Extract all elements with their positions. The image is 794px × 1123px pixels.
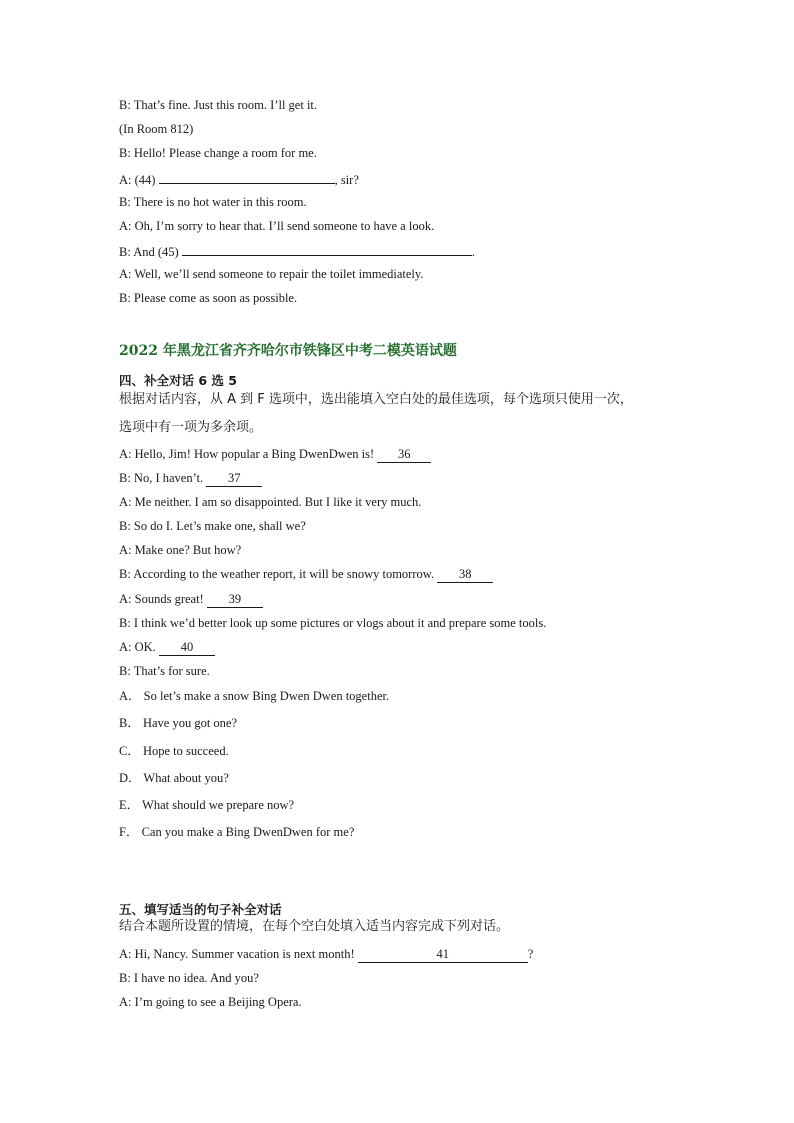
answer-blank-38[interactable] [437,566,493,583]
dialogue-line: A: Well, we’ll send someone to repair the toilet immediately. [119,267,424,281]
dialogue-line: (In Room 812) [119,122,194,136]
dialogue-line [119,591,263,608]
dialogue-text: A: Hi, Nancy. Summer vacation is next month! [119,947,355,961]
answer-blank-37[interactable] [206,470,262,487]
dialogue-line: B: Hello! Please change a room for me. [119,146,317,160]
option-a[interactable]: A． So let’s make a snow Bing Dwen Dwen together. [119,689,390,703]
dialogue-line: B: Please come as soon as possible. [119,291,298,305]
dialogue-text: . [471,245,475,259]
blank-number: 39 [228,592,242,606]
answer-blank-44[interactable] [159,170,335,184]
answer-blank-41[interactable] [358,946,528,963]
section-subheading: 五、填写适当的句子补全对话 [119,902,282,917]
blank-number: 40 [180,640,194,654]
dialogue-text: B: According to the weather report, it will be snowy tomorrow. [119,567,435,581]
option-b[interactable]: B． Have you got one? [119,716,238,730]
exam-title: 2022 年黑龙江省齐齐哈尔市铁锋区中考二模英语试题 [119,343,457,359]
answer-blank-40[interactable] [159,639,215,656]
dialogue-line [119,446,431,463]
dialogue-line [119,946,533,963]
blank-number: 36 [398,447,411,461]
dialogue-text: A: Sounds great! [119,592,204,606]
answer-blank-45[interactable] [182,242,472,256]
section-subheading: 四、补全对话 6 选 5 [119,373,237,388]
option-c[interactable]: C． Hope to succeed. [119,744,229,758]
instruction-text: 选项中有一项为多余项。 [119,420,263,435]
blank-number: 37 [228,471,241,485]
dialogue-text: B: And (45) [119,245,179,259]
dialogue-text: , sir? [334,173,359,187]
dialogue-line-44 [119,170,359,188]
dialogue-text: A: (44) [119,173,156,187]
dialogue-line [119,639,215,656]
blank-number: 38 [458,567,472,581]
dialogue-line-45 [119,242,475,260]
dialogue-text: A: Hello, Jim! How popular a Bing DwenDwen is! [119,447,375,461]
dialogue-line: B: There is no hot water in this room. [119,195,307,209]
dialogue-line: B: So do I. Let’s make one, shall we? [119,519,306,533]
option-e[interactable]: E． What should we prepare now? [119,798,295,812]
dialogue-line: A: Oh, I’m sorry to hear that. I’ll send someone to have a look. [119,219,435,233]
instruction-text: 根据对话内容，从 A 到 F 选项中，选出能填入空白处的最佳选项，每个选项只使用一次， [119,392,633,407]
option-d[interactable]: D． What about you? [119,771,229,785]
dialogue-line: B: I think we’d better look up some pictures or vlogs about it and prepare some tools. [119,616,547,630]
dialogue-text: A: OK. [119,640,156,654]
answer-blank-39[interactable] [207,591,263,608]
dialogue-line [119,470,262,487]
dialogue-line: A: I’m going to see a Beijing Opera. [119,995,302,1009]
answer-blank-36[interactable] [377,446,431,463]
dialogue-line: B: That’s for sure. [119,664,210,678]
dialogue-line: B: That’s fine. Just this room. I’ll get it. [119,98,318,112]
dialogue-text: ? [527,947,534,961]
dialogue-line: A: Me neither. I am so disappointed. But I like it very much. [119,495,422,509]
dialogue-line [119,566,493,583]
dialogue-text: B: No, I haven’t. [119,471,204,485]
option-f[interactable]: F． Can you make a Bing DwenDwen for me? [119,825,355,839]
instruction-text: 结合本题所设置的情境，在每个空白处填入适当内容完成下列对话。 [119,919,510,934]
blank-number: 41 [436,947,449,961]
dialogue-line: B: I have no idea. And you? [119,971,259,985]
dialogue-line: A: Make one? But how? [119,543,242,557]
